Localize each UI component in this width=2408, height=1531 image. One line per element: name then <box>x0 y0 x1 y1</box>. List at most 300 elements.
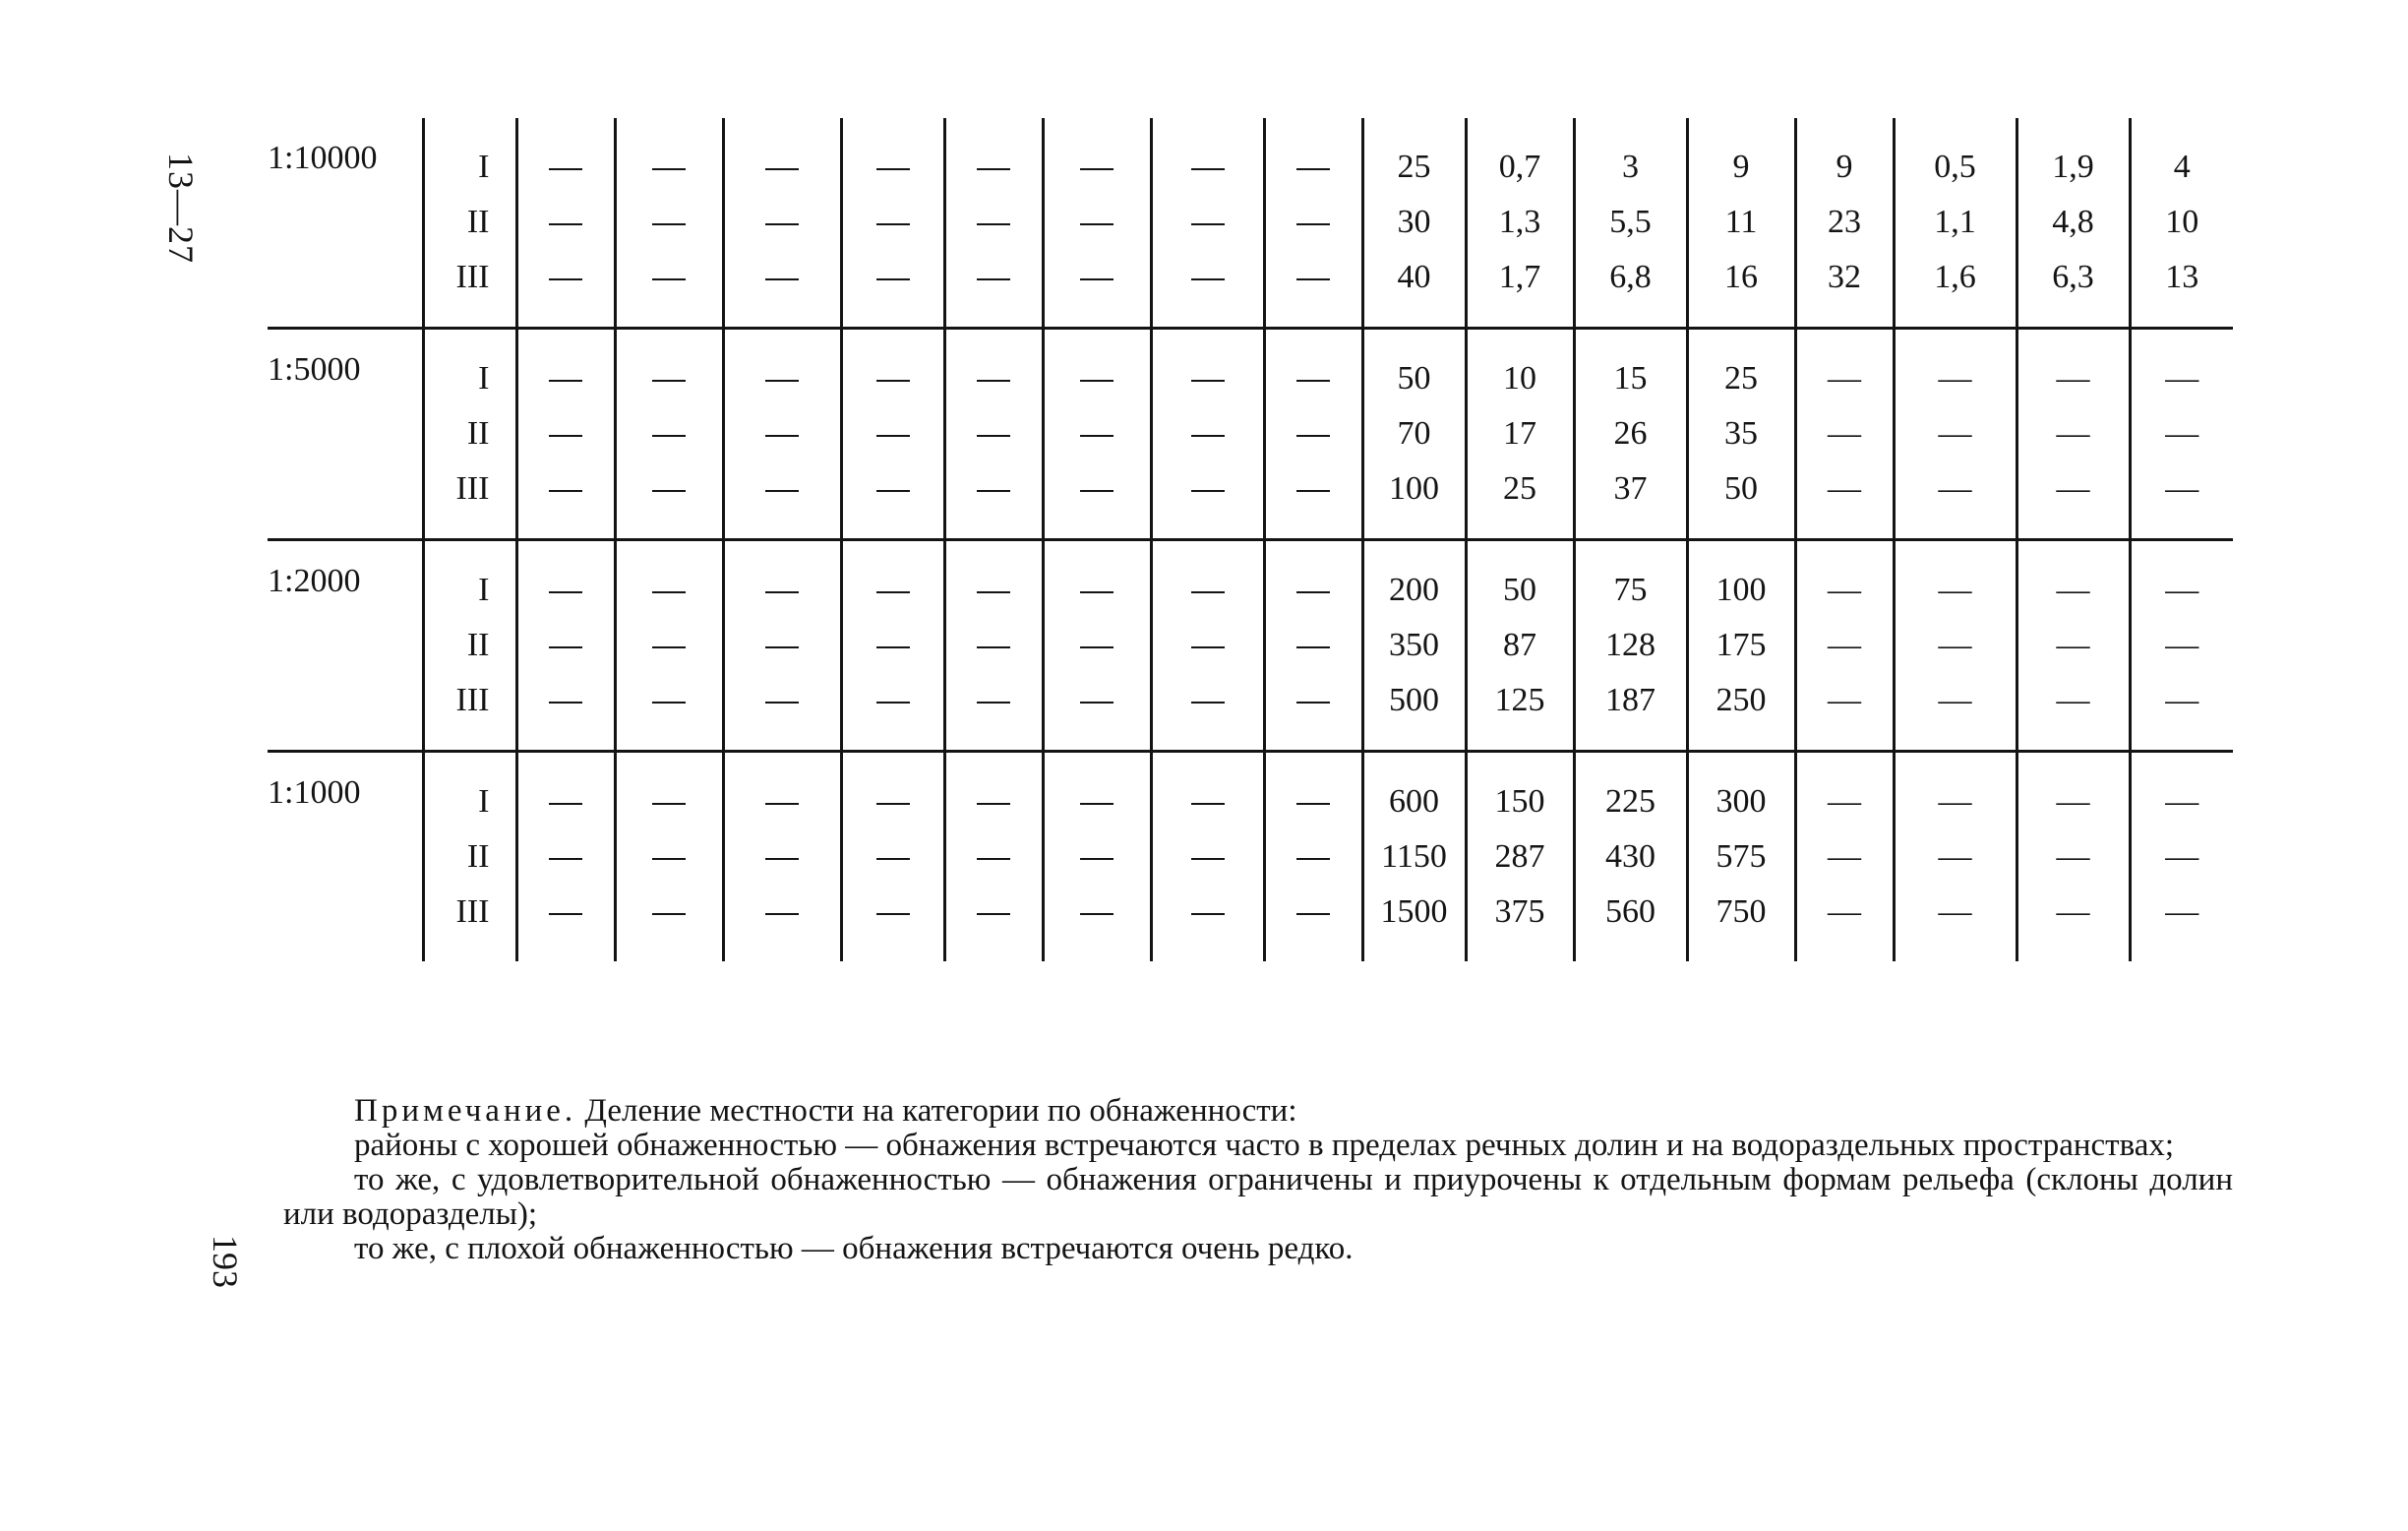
value-cell: 10 <box>1466 330 1574 406</box>
dash-mark <box>549 803 582 805</box>
value-cell: 30 <box>1362 195 1466 250</box>
dash-mark <box>765 168 799 170</box>
empty-cell <box>615 618 723 673</box>
value-cell: 125 <box>1466 673 1574 752</box>
value-cell: 175 <box>1687 618 1795 673</box>
empty-cell <box>516 461 615 540</box>
dash-mark <box>1296 591 1330 593</box>
dash-mark <box>1191 591 1225 593</box>
empty-cell <box>516 250 615 329</box>
dash-mark <box>652 435 686 437</box>
empty-cell <box>841 541 944 618</box>
value-cell: 1,6 <box>1894 250 2017 329</box>
value-cell: 25 <box>1362 118 1466 195</box>
empty-cell <box>516 885 615 961</box>
table-row <box>268 673 2233 752</box>
empty-cell <box>1264 406 1362 461</box>
value-cell: 0,7 <box>1466 118 1574 195</box>
dash-mark <box>977 702 1010 704</box>
empty-cell <box>516 118 615 195</box>
empty-cell <box>944 250 1043 329</box>
dash-mark <box>1191 435 1225 437</box>
dash-mark <box>1191 702 1225 704</box>
value-cell: 500 <box>1362 673 1466 752</box>
table-row <box>268 753 2233 829</box>
dash-mark <box>652 490 686 492</box>
value-cell: 5,5 <box>1574 195 1687 250</box>
value-cell: — <box>1894 829 2017 885</box>
empty-cell <box>723 118 841 195</box>
empty-cell <box>723 829 841 885</box>
value-cell: 1,1 <box>1894 195 2017 250</box>
value-cell: — <box>1894 753 2017 829</box>
dash-mark <box>549 380 582 382</box>
dash-mark <box>765 435 799 437</box>
table-row <box>268 541 2233 618</box>
value-cell: 11 <box>1687 195 1795 250</box>
empty-cell <box>516 330 615 406</box>
dash-mark <box>1191 646 1225 648</box>
empty-cell <box>1151 118 1264 195</box>
empty-cell <box>1151 829 1264 885</box>
empty-cell <box>944 885 1043 961</box>
value-cell: 1,9 <box>2017 118 2130 195</box>
category-label: III <box>423 673 516 752</box>
empty-cell <box>1151 673 1264 752</box>
category-label: III <box>423 461 516 540</box>
dash-mark <box>1080 278 1114 280</box>
value-cell: 25 <box>1687 330 1795 406</box>
empty-cell <box>1043 885 1151 961</box>
dash-mark <box>765 278 799 280</box>
value-cell: 250 <box>1687 673 1795 752</box>
empty-cell <box>516 195 615 250</box>
empty-cell <box>723 330 841 406</box>
dash-mark <box>1296 223 1330 225</box>
empty-cell <box>944 330 1043 406</box>
empty-cell <box>1151 330 1264 406</box>
dash-mark <box>652 913 686 915</box>
value-cell: 100 <box>1687 541 1795 618</box>
dash-mark <box>652 646 686 648</box>
empty-cell <box>841 829 944 885</box>
value-cell: 35 <box>1687 406 1795 461</box>
dash-mark <box>977 490 1010 492</box>
value-cell: 287 <box>1466 829 1574 885</box>
empty-cell <box>615 753 723 829</box>
dash-mark <box>652 223 686 225</box>
dash-mark <box>765 858 799 860</box>
value-cell: 50 <box>1687 461 1795 540</box>
empty-cell <box>723 618 841 673</box>
value-cell: — <box>1894 885 2017 961</box>
value-cell: 1500 <box>1362 885 1466 961</box>
empty-cell <box>1264 673 1362 752</box>
value-cell: 40 <box>1362 250 1466 329</box>
value-cell: 200 <box>1362 541 1466 618</box>
empty-cell <box>516 829 615 885</box>
dash-mark <box>977 803 1010 805</box>
dash-mark <box>549 168 582 170</box>
table-row <box>268 118 2233 195</box>
value-cell: 6,8 <box>1574 250 1687 329</box>
dash-mark <box>652 168 686 170</box>
value-cell: 26 <box>1574 406 1687 461</box>
empty-cell <box>723 461 841 540</box>
empty-cell <box>944 673 1043 752</box>
empty-cell <box>615 406 723 461</box>
empty-cell <box>615 673 723 752</box>
empty-cell <box>723 753 841 829</box>
dash-mark <box>1296 803 1330 805</box>
dash-mark <box>549 490 582 492</box>
dash-mark <box>1296 490 1330 492</box>
dash-mark <box>1296 278 1330 280</box>
empty-cell <box>1264 753 1362 829</box>
value-cell: — <box>1894 406 2017 461</box>
dash-mark <box>765 490 799 492</box>
value-cell: 9 <box>1795 118 1894 195</box>
note-item-poor: то же, с плохой обнаженностью — обнажения встречаются очень редко. <box>354 1231 1354 1266</box>
dash-mark <box>549 913 582 915</box>
dash-mark <box>1191 858 1225 860</box>
category-label: I <box>423 753 516 829</box>
empty-cell <box>1264 541 1362 618</box>
dash-mark <box>876 223 910 225</box>
dash-mark <box>1191 913 1225 915</box>
dash-mark <box>549 702 582 704</box>
value-cell: — <box>1795 330 1894 406</box>
dash-mark <box>1080 490 1114 492</box>
dash-mark <box>876 278 910 280</box>
note-intro: Деление местности на категории по обнаженности: <box>584 1093 1297 1129</box>
dash-mark <box>1080 435 1114 437</box>
dash-mark <box>1296 702 1330 704</box>
value-cell: — <box>1894 330 2017 406</box>
empty-cell <box>1151 541 1264 618</box>
value-cell: — <box>2017 885 2130 961</box>
dash-mark <box>1080 803 1114 805</box>
dash-mark <box>765 380 799 382</box>
value-cell: — <box>1795 829 1894 885</box>
dash-mark <box>1191 278 1225 280</box>
dash-mark <box>876 913 910 915</box>
empty-cell <box>516 618 615 673</box>
empty-cell <box>615 461 723 540</box>
dash-mark <box>977 168 1010 170</box>
dash-mark <box>977 858 1010 860</box>
table-row <box>268 195 2233 250</box>
table-row <box>268 250 2233 329</box>
dash-mark <box>549 591 582 593</box>
table-row <box>268 829 2233 885</box>
table-row <box>268 461 2233 540</box>
value-cell: 50 <box>1362 330 1466 406</box>
empty-cell <box>1151 885 1264 961</box>
empty-cell <box>1043 406 1151 461</box>
value-cell: 6,3 <box>2017 250 2130 329</box>
scale-label: 1:10000 <box>268 140 378 176</box>
empty-cell <box>944 541 1043 618</box>
dash-mark <box>549 858 582 860</box>
dash-mark <box>652 702 686 704</box>
value-cell: 37 <box>1574 461 1687 540</box>
dash-mark <box>652 803 686 805</box>
value-cell: 15 <box>1574 330 1687 406</box>
category-label: I <box>423 118 516 195</box>
empty-cell <box>944 406 1043 461</box>
value-cell: — <box>2017 673 2130 752</box>
value-cell: 600 <box>1362 753 1466 829</box>
value-cell: — <box>2130 885 2233 961</box>
empty-cell <box>944 461 1043 540</box>
dash-mark <box>1080 702 1114 704</box>
empty-cell <box>944 753 1043 829</box>
empty-cell <box>841 330 944 406</box>
dash-mark <box>1080 591 1114 593</box>
table-row <box>268 618 2233 673</box>
value-cell: 560 <box>1574 885 1687 961</box>
value-cell: 25 <box>1466 461 1574 540</box>
empty-cell <box>1043 330 1151 406</box>
empty-cell <box>1151 753 1264 829</box>
dash-mark <box>765 223 799 225</box>
value-cell: 1150 <box>1362 829 1466 885</box>
empty-cell <box>1264 461 1362 540</box>
category-label: III <box>423 885 516 961</box>
scale-label: 1:2000 <box>268 563 361 599</box>
dash-mark <box>876 591 910 593</box>
empty-cell <box>1264 330 1362 406</box>
empty-cell <box>615 829 723 885</box>
value-cell: 100 <box>1362 461 1466 540</box>
dash-mark <box>977 223 1010 225</box>
value-cell: 375 <box>1466 885 1574 961</box>
value-cell: — <box>2017 753 2130 829</box>
value-cell: 9 <box>1687 118 1795 195</box>
value-cell: — <box>2017 461 2130 540</box>
empty-cell <box>516 753 615 829</box>
empty-cell <box>615 330 723 406</box>
dash-mark <box>977 435 1010 437</box>
empty-cell <box>841 618 944 673</box>
dash-mark <box>977 278 1010 280</box>
value-cell: — <box>2130 541 2233 618</box>
dash-mark <box>1296 913 1330 915</box>
value-cell: 75 <box>1574 541 1687 618</box>
value-cell: 575 <box>1687 829 1795 885</box>
value-cell: — <box>2130 673 2233 752</box>
document-code: 13—27 <box>161 153 201 264</box>
empty-cell <box>1264 250 1362 329</box>
value-cell: — <box>1795 541 1894 618</box>
empty-cell <box>1151 406 1264 461</box>
empty-cell <box>1151 461 1264 540</box>
value-cell: — <box>1795 885 1894 961</box>
value-cell: 1,3 <box>1466 195 1574 250</box>
value-cell: — <box>1795 753 1894 829</box>
empty-cell <box>723 673 841 752</box>
scale-label: 1:1000 <box>268 774 361 811</box>
value-cell: 1,7 <box>1466 250 1574 329</box>
value-cell: 3 <box>1574 118 1687 195</box>
dash-mark <box>1296 380 1330 382</box>
dash-mark <box>1080 858 1114 860</box>
empty-cell <box>1043 753 1151 829</box>
value-cell: — <box>2017 829 2130 885</box>
value-cell: 225 <box>1574 753 1687 829</box>
category-label: I <box>423 541 516 618</box>
dash-mark <box>652 591 686 593</box>
empty-cell <box>944 195 1043 250</box>
value-cell: 23 <box>1795 195 1894 250</box>
empty-cell <box>615 885 723 961</box>
note-intro-line <box>283 1094 2233 1129</box>
value-cell: 10 <box>2130 195 2233 250</box>
dash-mark <box>1296 646 1330 648</box>
dash-mark <box>1080 380 1114 382</box>
dash-mark <box>652 380 686 382</box>
empty-cell <box>1043 541 1151 618</box>
value-cell: — <box>2130 829 2233 885</box>
dash-mark <box>1191 803 1225 805</box>
dash-mark <box>652 278 686 280</box>
value-cell: — <box>1795 618 1894 673</box>
category-label: III <box>423 250 516 329</box>
empty-cell <box>841 673 944 752</box>
value-cell: — <box>1795 673 1894 752</box>
dash-mark <box>876 858 910 860</box>
empty-cell <box>841 885 944 961</box>
empty-cell <box>841 250 944 329</box>
empty-cell <box>1151 250 1264 329</box>
value-cell: — <box>2017 618 2130 673</box>
dash-mark <box>876 490 910 492</box>
value-cell: — <box>1795 461 1894 540</box>
empty-cell <box>723 541 841 618</box>
value-cell: 128 <box>1574 618 1687 673</box>
category-label: II <box>423 406 516 461</box>
empty-cell <box>1043 250 1151 329</box>
value-cell: — <box>1894 541 2017 618</box>
value-cell: 150 <box>1466 753 1574 829</box>
empty-cell <box>723 250 841 329</box>
empty-cell <box>723 885 841 961</box>
empty-cell <box>1264 829 1362 885</box>
empty-cell <box>516 406 615 461</box>
note-label: Примечание. <box>354 1093 577 1129</box>
dash-mark <box>1080 646 1114 648</box>
dash-mark <box>549 223 582 225</box>
empty-cell <box>615 250 723 329</box>
empty-cell <box>516 541 615 618</box>
dash-mark <box>549 278 582 280</box>
data-table <box>268 118 2233 961</box>
value-cell: — <box>2017 330 2130 406</box>
dash-mark <box>1191 223 1225 225</box>
value-cell: — <box>2017 406 2130 461</box>
value-cell: — <box>1795 406 1894 461</box>
empty-cell <box>1043 461 1151 540</box>
empty-cell <box>1043 829 1151 885</box>
empty-cell <box>944 829 1043 885</box>
empty-cell <box>615 118 723 195</box>
category-label: II <box>423 829 516 885</box>
value-cell: 13 <box>2130 250 2233 329</box>
value-cell: — <box>1894 618 2017 673</box>
value-cell: 300 <box>1687 753 1795 829</box>
category-label: I <box>423 330 516 406</box>
empty-cell <box>1264 618 1362 673</box>
empty-cell <box>841 753 944 829</box>
empty-cell <box>841 406 944 461</box>
value-cell: — <box>2017 541 2130 618</box>
dash-mark <box>876 702 910 704</box>
dash-mark <box>1191 168 1225 170</box>
dash-mark <box>876 380 910 382</box>
dash-mark <box>977 591 1010 593</box>
empty-cell <box>1151 618 1264 673</box>
value-cell: — <box>2130 753 2233 829</box>
dash-mark <box>765 646 799 648</box>
empty-cell <box>1043 673 1151 752</box>
table-body <box>268 118 2233 961</box>
dash-mark <box>1080 168 1114 170</box>
page-number: 193 <box>206 1235 245 1288</box>
table-row <box>268 330 2233 406</box>
value-cell: 70 <box>1362 406 1466 461</box>
dash-mark <box>1191 490 1225 492</box>
dash-mark <box>1296 168 1330 170</box>
note-item-good: районы с хорошей обнаженностью — обнажения встречаются часто в пределах речных долин и на водораздельных пространствах; <box>354 1128 2175 1163</box>
value-cell: — <box>2130 461 2233 540</box>
dash-mark <box>549 435 582 437</box>
value-cell: — <box>2130 406 2233 461</box>
dash-mark <box>765 702 799 704</box>
dash-mark <box>549 646 582 648</box>
empty-cell <box>723 195 841 250</box>
empty-cell <box>1264 195 1362 250</box>
dash-mark <box>977 646 1010 648</box>
value-cell: 87 <box>1466 618 1574 673</box>
value-cell: 430 <box>1574 829 1687 885</box>
value-cell: 16 <box>1687 250 1795 329</box>
value-cell: — <box>1894 673 2017 752</box>
dash-mark <box>765 913 799 915</box>
empty-cell <box>944 618 1043 673</box>
dash-mark <box>1296 435 1330 437</box>
empty-cell <box>1043 618 1151 673</box>
dash-mark <box>876 435 910 437</box>
dash-mark <box>1080 223 1114 225</box>
dash-mark <box>652 858 686 860</box>
empty-cell <box>841 461 944 540</box>
value-cell: 4 <box>2130 118 2233 195</box>
value-cell: — <box>1894 461 2017 540</box>
empty-cell <box>1151 195 1264 250</box>
category-label: II <box>423 618 516 673</box>
empty-cell <box>841 118 944 195</box>
empty-cell <box>516 673 615 752</box>
dash-mark <box>765 803 799 805</box>
empty-cell <box>1264 885 1362 961</box>
dash-mark <box>876 168 910 170</box>
empty-cell <box>841 195 944 250</box>
dash-mark <box>876 803 910 805</box>
empty-cell <box>1264 118 1362 195</box>
value-cell: 750 <box>1687 885 1795 961</box>
value-cell: 0,5 <box>1894 118 2017 195</box>
